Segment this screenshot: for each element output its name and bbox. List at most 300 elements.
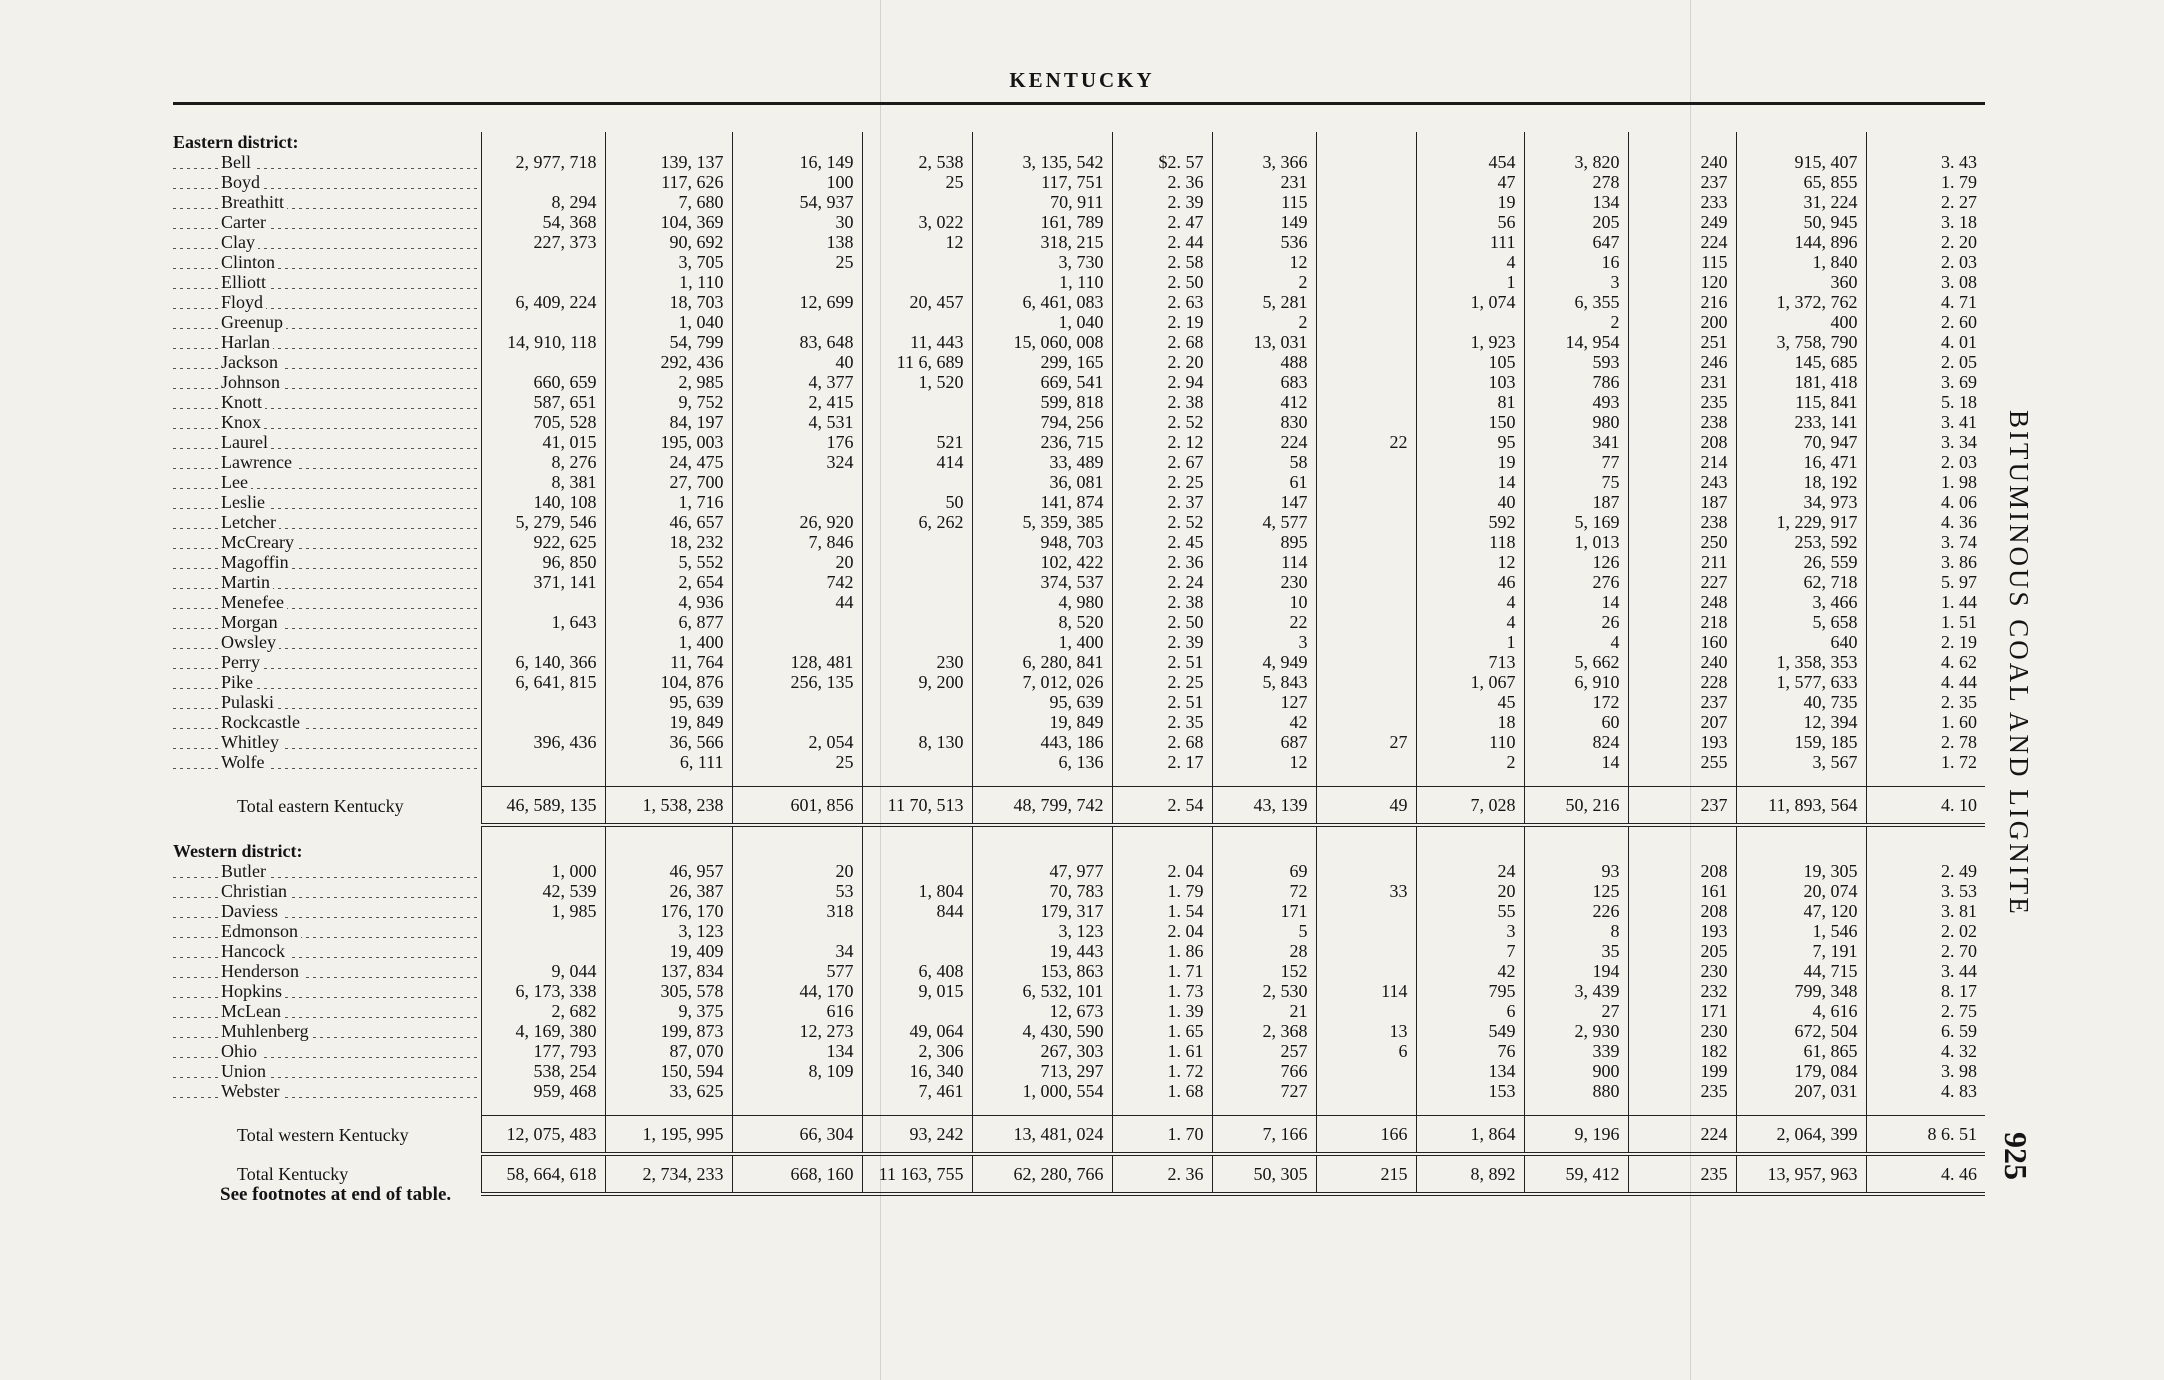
table-cell: 20 [732, 552, 862, 572]
table-cell: 3 [1416, 921, 1524, 941]
table-cell: 6, 877 [605, 612, 732, 632]
table-cell: 70, 911 [972, 192, 1112, 212]
table-cell: 235 [1628, 1154, 1736, 1194]
table-cell: 2. 20 [1112, 352, 1212, 372]
table-cell: 11 163, 755 [862, 1154, 972, 1194]
table-cell: 235 [1628, 1081, 1736, 1101]
table-cell: 20 [1416, 881, 1524, 901]
table-cell: 46, 957 [605, 861, 732, 881]
table-cell: 87, 070 [605, 1041, 732, 1061]
table-cell: 27 [1524, 1001, 1628, 1021]
table-cell: 2. 52 [1112, 512, 1212, 532]
table-cell [1316, 901, 1416, 921]
table-cell: 6, 173, 338 [481, 981, 605, 1001]
table-cell: 20 [732, 861, 862, 881]
table-cell: 249 [1628, 212, 1736, 232]
table-row [173, 572, 1985, 592]
table-cell: 95, 639 [972, 692, 1112, 712]
table-cell: 26, 559 [1736, 552, 1866, 572]
table-cell: 77 [1524, 452, 1628, 472]
table-cell [1316, 592, 1416, 612]
table-cell: 159, 185 [1736, 732, 1866, 752]
table-cell: 18, 232 [605, 532, 732, 552]
table-cell: 1. 72 [1866, 752, 1985, 772]
row-label-text: Whitley [221, 732, 282, 752]
table-cell: 1, 643 [481, 612, 605, 632]
row-label-text: Butler [221, 861, 269, 881]
table-cell: 672, 504 [1736, 1021, 1866, 1041]
table-cell: 592 [1416, 512, 1524, 532]
table-cell: 2. 38 [1112, 592, 1212, 612]
table-cell: 10 [1212, 592, 1316, 612]
row-label-text: Martin [221, 572, 273, 592]
row-label [173, 632, 481, 652]
table-cell: 61, 865 [1736, 1041, 1866, 1061]
table-cell [481, 921, 605, 941]
table-cell: 5. 97 [1866, 572, 1985, 592]
table-cell: 160 [1628, 632, 1736, 652]
row-label [173, 172, 481, 192]
table-cell: 668, 160 [732, 1154, 862, 1194]
table-cell: 4. 71 [1866, 292, 1985, 312]
table-cell: 105 [1416, 352, 1524, 372]
table-cell: 2. 63 [1112, 292, 1212, 312]
table-cell: 7, 680 [605, 192, 732, 212]
row-label-text: Boyd [221, 172, 263, 192]
table-cell: 318 [732, 901, 862, 921]
table-cell: 2 [1212, 312, 1316, 332]
table-cell: 2. 68 [1112, 732, 1212, 752]
table-cell: 2, 064, 399 [1736, 1116, 1866, 1155]
table-cell [862, 692, 972, 712]
table-cell: 125 [1524, 881, 1628, 901]
table-cell [1316, 512, 1416, 532]
table-row [173, 732, 1985, 752]
row-label [173, 472, 481, 492]
table-row [173, 532, 1985, 552]
table-cell: 7, 166 [1212, 1116, 1316, 1155]
table-cell: 2. 47 [1112, 212, 1212, 232]
table-cell: 2. 67 [1112, 452, 1212, 472]
table-cell: 4, 936 [605, 592, 732, 612]
row-label-text: Lawrence [221, 452, 295, 472]
table-cell: 2. 70 [1866, 941, 1985, 961]
table-cell: 115 [1212, 192, 1316, 212]
table-cell: 208 [1628, 432, 1736, 452]
table-cell: 35 [1524, 941, 1628, 961]
table-cell: 5, 169 [1524, 512, 1628, 532]
table-cell [1316, 1061, 1416, 1081]
row-label [173, 192, 481, 212]
table-cell: 742 [732, 572, 862, 592]
table-cell: 3. 74 [1866, 532, 1985, 552]
table-cell: 1. 39 [1112, 1001, 1212, 1021]
row-label-text: Pulaski [221, 692, 277, 712]
table-cell: 6, 111 [605, 752, 732, 772]
table-cell: 3. 53 [1866, 881, 1985, 901]
table-cell: 1. 86 [1112, 941, 1212, 961]
table-cell: 11, 764 [605, 652, 732, 672]
table-cell: 1, 229, 917 [1736, 512, 1866, 532]
table-cell: 1, 804 [862, 881, 972, 901]
row-label [173, 961, 481, 981]
table-cell: 3, 022 [862, 212, 972, 232]
row-label [173, 232, 481, 252]
district-label: Western district: [173, 841, 303, 861]
table-cell: 248 [1628, 592, 1736, 612]
table-cell: 207, 031 [1736, 1081, 1866, 1101]
table-row [173, 512, 1985, 532]
table-cell: 83, 648 [732, 332, 862, 352]
table-cell: 2. 39 [1112, 192, 1212, 212]
table-cell: 4, 949 [1212, 652, 1316, 672]
table-cell: 2. 50 [1112, 612, 1212, 632]
table-cell: 915, 407 [1736, 152, 1866, 172]
table-cell: 2. 36 [1112, 1154, 1212, 1194]
table-cell: 128, 481 [732, 652, 862, 672]
table-cell: 231 [1212, 172, 1316, 192]
table-cell: 176 [732, 432, 862, 452]
table-cell: 200 [1628, 312, 1736, 332]
table-row [173, 652, 1985, 672]
table-cell: 232 [1628, 981, 1736, 1001]
table-cell: 228 [1628, 672, 1736, 692]
table-cell: 199, 873 [605, 1021, 732, 1041]
row-label [173, 432, 481, 452]
table-cell: 243 [1628, 472, 1736, 492]
table-cell: 75 [1524, 472, 1628, 492]
table-cell: 1, 358, 353 [1736, 652, 1866, 672]
table-cell: 36, 566 [605, 732, 732, 752]
table-cell: 536 [1212, 232, 1316, 252]
table-cell: 1. 51 [1866, 612, 1985, 632]
row-label-text: Rockcastle [221, 712, 303, 732]
table-cell [481, 272, 605, 292]
table-row [173, 252, 1985, 272]
table-cell: 6, 136 [972, 752, 1112, 772]
table-cell: 2. 39 [1112, 632, 1212, 652]
row-label [173, 672, 481, 692]
table-cell: 9, 196 [1524, 1116, 1628, 1155]
row-label [173, 787, 481, 826]
table-cell [1316, 292, 1416, 312]
table-cell: 171 [1212, 901, 1316, 921]
table-cell: 20, 074 [1736, 881, 1866, 901]
table-cell: 70, 947 [1736, 432, 1866, 452]
table-cell: 16 [1524, 252, 1628, 272]
table-cell: 40 [732, 352, 862, 372]
table-cell: 27 [1316, 732, 1416, 752]
table-cell [732, 692, 862, 712]
table-cell: 3. 86 [1866, 552, 1985, 572]
table-cell: 8 [1524, 921, 1628, 941]
table-cell: 237 [1628, 692, 1736, 712]
table-cell [862, 532, 972, 552]
table-cell: 5, 843 [1212, 672, 1316, 692]
row-label-text: Laurel [221, 432, 271, 452]
table-cell: 134 [732, 1041, 862, 1061]
table-cell [732, 1081, 862, 1101]
table-cell [862, 412, 972, 432]
district-heading [173, 132, 1985, 152]
spacer-row [173, 1101, 1985, 1116]
table-cell [862, 552, 972, 572]
table-cell: 3. 81 [1866, 901, 1985, 921]
table-cell: 104, 369 [605, 212, 732, 232]
table-cell: 339 [1524, 1041, 1628, 1061]
row-label [173, 412, 481, 432]
table-cell: 25 [732, 752, 862, 772]
row-label-text: Leslie [221, 492, 268, 512]
table-cell: 4. 44 [1866, 672, 1985, 692]
table-cell: 6, 461, 083 [972, 292, 1112, 312]
table-cell: 93, 242 [862, 1116, 972, 1155]
table-cell: 1. 73 [1112, 981, 1212, 1001]
row-label [173, 572, 481, 592]
table-cell: 2, 930 [1524, 1021, 1628, 1041]
table-cell: 230 [1628, 1021, 1736, 1041]
table-row [173, 452, 1985, 472]
table-row [173, 941, 1985, 961]
row-label [173, 941, 481, 961]
table-cell: 4. 36 [1866, 512, 1985, 532]
row-label-text: Total eastern Kentucky [237, 796, 407, 816]
table-cell: 4. 32 [1866, 1041, 1985, 1061]
table-cell: 3 [1212, 632, 1316, 652]
table-cell: 3. 41 [1866, 412, 1985, 432]
table-cell: 1, 985 [481, 901, 605, 921]
table-cell: 36, 081 [972, 472, 1112, 492]
row-label [173, 981, 481, 1001]
table-cell [1316, 552, 1416, 572]
table-cell: 69 [1212, 861, 1316, 881]
row-label [173, 292, 481, 312]
table-cell: 2. 35 [1112, 712, 1212, 732]
table-row [173, 272, 1985, 292]
table-cell: 1. 61 [1112, 1041, 1212, 1061]
table-cell: 454 [1416, 152, 1524, 172]
table-cell: 110 [1416, 732, 1524, 752]
table-cell: 226 [1524, 901, 1628, 921]
table-cell: 5, 279, 546 [481, 512, 605, 532]
table-cell: 42 [1212, 712, 1316, 732]
table-row [173, 412, 1985, 432]
table-cell: 786 [1524, 372, 1628, 392]
table-cell: 2. 51 [1112, 652, 1212, 672]
table-cell: 231 [1628, 372, 1736, 392]
table-cell: 1. 79 [1866, 172, 1985, 192]
table-cell: 19, 849 [972, 712, 1112, 732]
table-cell: 1, 074 [1416, 292, 1524, 312]
coal-statistics-table [173, 132, 1985, 1196]
table-cell: 5, 359, 385 [972, 512, 1112, 532]
table-cell: 139, 137 [605, 152, 732, 172]
table-cell: 237 [1628, 787, 1736, 826]
table-cell: 216 [1628, 292, 1736, 312]
table-cell: 7, 028 [1416, 787, 1524, 826]
table-cell: 218 [1628, 612, 1736, 632]
table-cell: 4 [1416, 252, 1524, 272]
table-cell: 4 [1416, 612, 1524, 632]
table-cell: 713, 297 [972, 1061, 1112, 1081]
table-cell: 2. 44 [1112, 232, 1212, 252]
table-cell: 5, 662 [1524, 652, 1628, 672]
table-cell [1316, 272, 1416, 292]
table-cell: 305, 578 [605, 981, 732, 1001]
table-cell: 233, 141 [1736, 412, 1866, 432]
table-row [173, 712, 1985, 732]
table-cell: 16, 149 [732, 152, 862, 172]
table-cell: 104, 876 [605, 672, 732, 692]
table-cell: 150 [1416, 412, 1524, 432]
row-label-text: Letcher [221, 512, 279, 532]
table-cell: 12, 394 [1736, 712, 1866, 732]
table-cell: 126 [1524, 552, 1628, 572]
table-cell: 1, 067 [1416, 672, 1524, 692]
table-cell: 7, 846 [732, 532, 862, 552]
table-cell: 12 [1416, 552, 1524, 572]
table-cell: 616 [732, 1001, 862, 1021]
table-cell: 2 [1212, 272, 1316, 292]
table-cell: 12, 075, 483 [481, 1116, 605, 1155]
table-row [173, 152, 1985, 172]
table-cell: 11 70, 513 [862, 787, 972, 826]
table-cell: 2. 50 [1112, 272, 1212, 292]
table-row [173, 921, 1985, 941]
table-cell: 6 [1316, 1041, 1416, 1061]
table-cell: 44, 170 [732, 981, 862, 1001]
row-label-text: Christian [221, 881, 290, 901]
table-row [173, 1001, 1985, 1021]
table-cell: 12 [1212, 752, 1316, 772]
table-cell [732, 921, 862, 941]
table-row [173, 212, 1985, 232]
row-label-text: Perry [221, 652, 263, 672]
table-cell: 255 [1628, 752, 1736, 772]
table-cell [1316, 612, 1416, 632]
table-cell: 1, 546 [1736, 921, 1866, 941]
table-cell: 24, 475 [605, 452, 732, 472]
table-cell: 2. 52 [1112, 412, 1212, 432]
table-cell: 30 [732, 212, 862, 232]
table-cell [1316, 1001, 1416, 1021]
table-cell: 138 [732, 232, 862, 252]
table-cell: 166 [1316, 1116, 1416, 1155]
table-cell: 181, 418 [1736, 372, 1866, 392]
row-label [173, 272, 481, 292]
table-cell: 5, 658 [1736, 612, 1866, 632]
table-cell: 267, 303 [972, 1041, 1112, 1061]
table-cell: 256, 135 [732, 672, 862, 692]
table-cell: 40 [1416, 492, 1524, 512]
table-cell: 587, 651 [481, 392, 605, 412]
table-row [173, 901, 1985, 921]
table-cell: 18 [1416, 712, 1524, 732]
table-row [173, 332, 1985, 352]
table-cell: 4. 46 [1866, 1154, 1985, 1194]
table-cell: 7, 012, 026 [972, 672, 1112, 692]
table-cell: 3. 69 [1866, 372, 1985, 392]
table-cell: 42, 539 [481, 881, 605, 901]
table-cell: 6, 262 [862, 512, 972, 532]
table-cell [1316, 632, 1416, 652]
table-cell [1316, 232, 1416, 252]
table-cell: 1, 110 [972, 272, 1112, 292]
table-cell: 46, 589, 135 [481, 787, 605, 826]
table-cell: 25 [862, 172, 972, 192]
table-cell: 53 [732, 881, 862, 901]
table-cell: 179, 317 [972, 901, 1112, 921]
table-cell: 114 [1316, 981, 1416, 1001]
table-cell: 172 [1524, 692, 1628, 712]
table-cell: 324 [732, 452, 862, 472]
table-cell: 2. 24 [1112, 572, 1212, 592]
table-cell: 141, 874 [972, 492, 1112, 512]
table-cell: 7, 461 [862, 1081, 972, 1101]
table-row [173, 632, 1985, 652]
row-label [173, 492, 481, 512]
table-cell [1316, 372, 1416, 392]
table-row [173, 232, 1985, 252]
table-cell: 9, 375 [605, 1001, 732, 1021]
table-cell: 54, 368 [481, 212, 605, 232]
table-cell: 4, 377 [732, 372, 862, 392]
table-cell: 2. 51 [1112, 692, 1212, 712]
table-cell [1416, 312, 1524, 332]
table-cell: 66, 304 [732, 1116, 862, 1155]
table-cell: 115 [1628, 252, 1736, 272]
table-cell: 647 [1524, 232, 1628, 252]
table-cell: 1, 000 [481, 861, 605, 881]
table-cell: 599, 818 [972, 392, 1112, 412]
table-cell: 16, 340 [862, 1061, 972, 1081]
row-label-text: Elliott [221, 272, 269, 292]
table-row [173, 552, 1985, 572]
table-cell: 238 [1628, 512, 1736, 532]
table-cell [1316, 672, 1416, 692]
table-cell: 144, 896 [1736, 232, 1866, 252]
table-cell: 2. 12 [1112, 432, 1212, 452]
table-cell: 4 [1524, 632, 1628, 652]
table-cell: 538, 254 [481, 1061, 605, 1081]
table-row [173, 672, 1985, 692]
table-cell: 4 [1416, 592, 1524, 612]
total-western-row [173, 1116, 1985, 1155]
table-cell: 18, 192 [1736, 472, 1866, 492]
table-cell: 3, 730 [972, 252, 1112, 272]
table-cell: 4. 06 [1866, 492, 1985, 512]
table-cell: 13 [1316, 1021, 1416, 1041]
table-cell: 117, 751 [972, 172, 1112, 192]
table-cell: 60 [1524, 712, 1628, 732]
table-cell: 443, 186 [972, 732, 1112, 752]
table-cell: 9, 200 [862, 672, 972, 692]
table-row [173, 192, 1985, 212]
row-label [173, 1116, 481, 1155]
table-cell: 2. 02 [1866, 921, 1985, 941]
table-cell: 211 [1628, 552, 1736, 572]
row-label [173, 392, 481, 412]
table-cell: 208 [1628, 901, 1736, 921]
table-cell: 6, 641, 815 [481, 672, 605, 692]
table-row [173, 1081, 1985, 1101]
table-cell: 2, 985 [605, 372, 732, 392]
table-cell: 4. 83 [1866, 1081, 1985, 1101]
table-cell [1316, 332, 1416, 352]
footnote: See footnotes at end of table. [220, 1184, 452, 1205]
table-row [173, 492, 1985, 512]
table-cell: 2. 49 [1866, 861, 1985, 881]
